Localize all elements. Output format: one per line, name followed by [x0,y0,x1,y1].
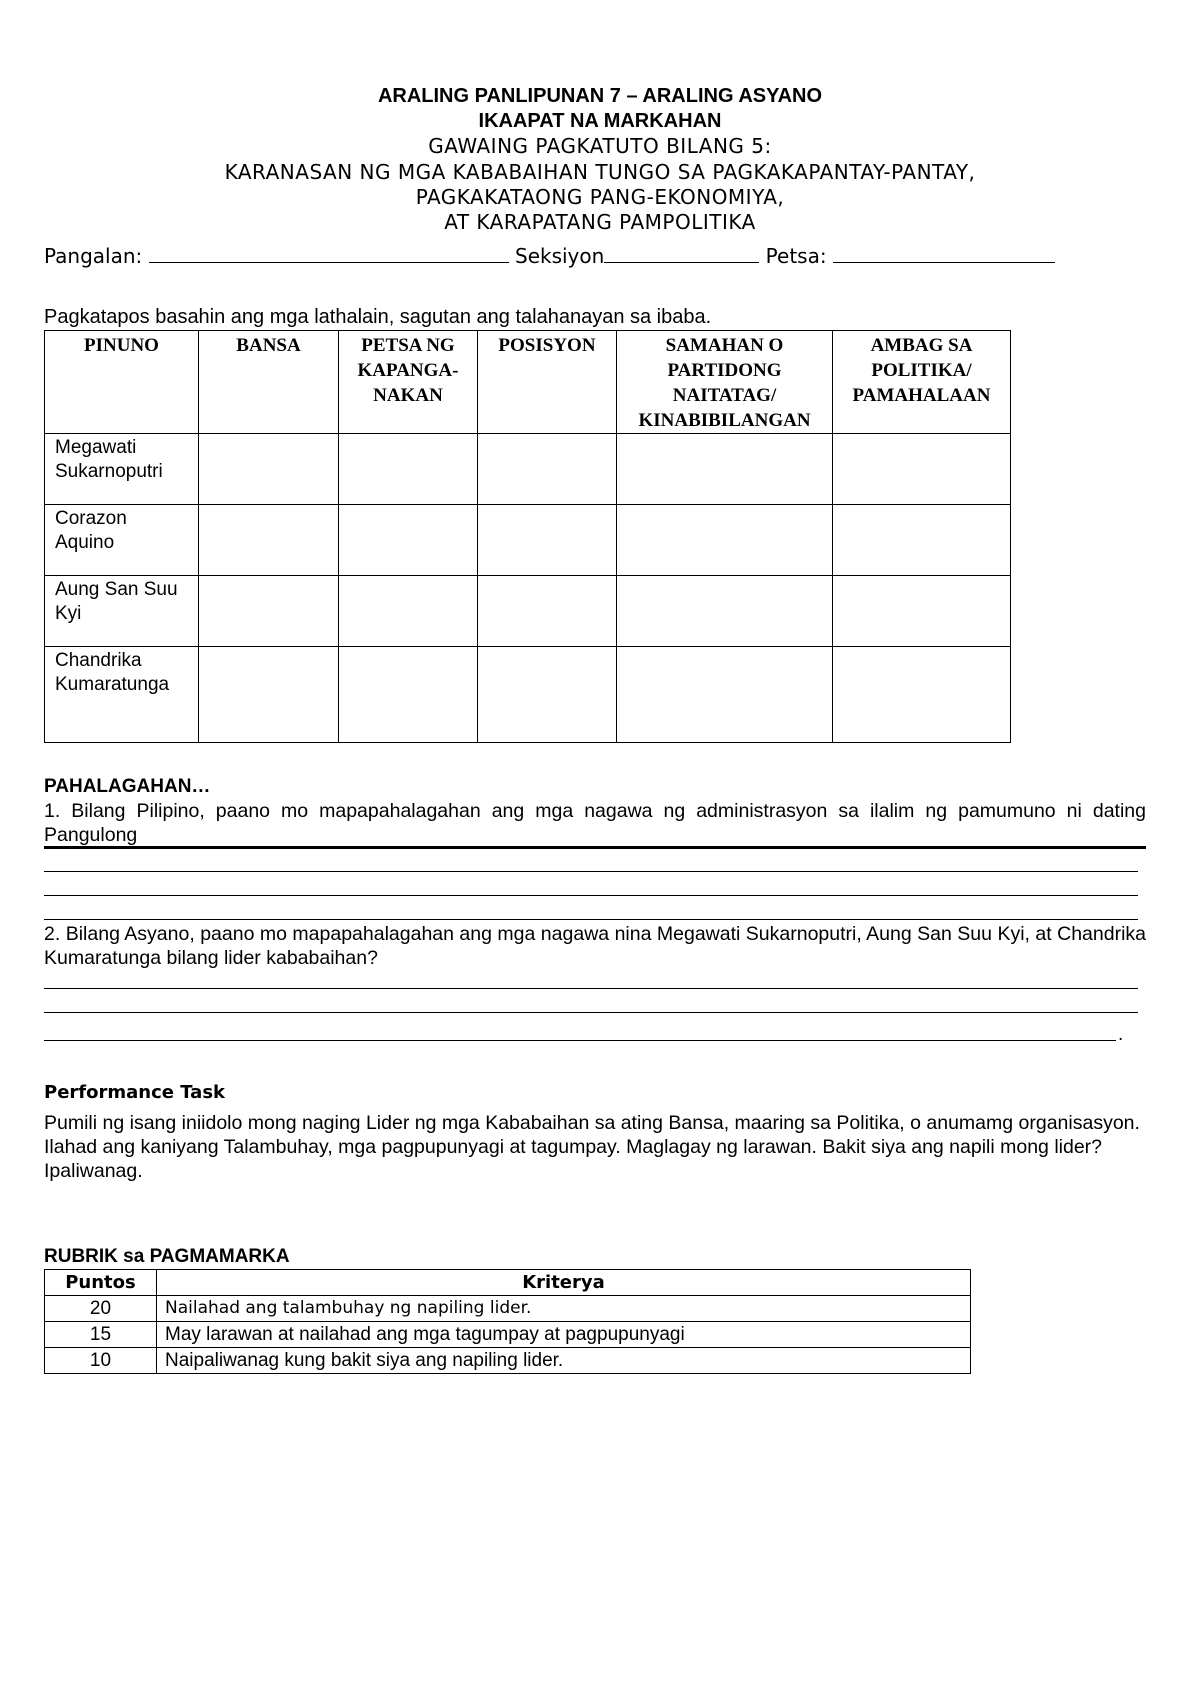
worksheet-quarter: IKAAPAT NA MARKAHAN [478,110,722,132]
leader-name-cell: Aung San Suu Kyi [45,576,199,647]
header-samahan: SAMAHAN O PARTIDONG NAITATAG/ KINABIBILANGAN [617,331,833,434]
section-field[interactable] [604,244,759,263]
answer-line[interactable] [44,1040,1116,1041]
answer-cell[interactable] [478,505,617,576]
leader-name-cell: Megawati Sukarnoputri [45,434,199,505]
table-row [45,576,1011,647]
answer-cell[interactable] [478,434,617,505]
answer-cell[interactable] [478,647,617,743]
header-posisyon: POSISYON [478,331,617,434]
table-row [45,1348,971,1374]
rubric-title: RUBRIK sa PAGMAMARKA [44,1246,290,1267]
answer-line[interactable] [44,895,1138,896]
table-instruction: Pagkatapos basahin ang mga lathalain, sagutan ang talahanayan sa ibaba. [44,306,712,328]
worksheet-topic-line-3: AT KARAPATANG PAMPOLITIKA [444,210,756,234]
rubric-points: 10 [45,1348,157,1374]
worksheet-activity-number: GAWAING PAGKATUTO BILANG 5: [428,134,772,158]
answer-cell[interactable] [833,647,1011,743]
table-row [45,1296,971,1322]
table-row [45,1322,971,1348]
date-label: Petsa: [765,244,827,268]
answer-line[interactable] [44,846,1146,849]
answer-cell[interactable] [339,647,478,743]
rubric-header-points: Puntos [45,1270,157,1296]
leader-name-cell: Chandrika Kumaratunga [45,647,199,743]
answer-line[interactable] [44,919,1138,920]
rubric-table [44,1269,971,1374]
answer-cell[interactable] [617,647,833,743]
table-row [45,505,1011,576]
answer-line[interactable] [44,988,1138,989]
leader-name-cell: Corazon Aquino [45,505,199,576]
answer-cell[interactable] [199,647,339,743]
header-pinuno: PINUNO [45,331,199,434]
answer-cell[interactable] [833,576,1011,647]
answer-cell[interactable] [617,576,833,647]
answer-cell[interactable] [833,434,1011,505]
question-1: 1. Bilang Pilipino, paano mo mapapahalagahan ang mga nagawa ng administrasyon sa ilalim ng pamumuno ni dating Pangulong [44,800,1146,846]
answer-cell[interactable] [833,505,1011,576]
answer-cell[interactable] [617,434,833,505]
date-field[interactable] [833,244,1055,263]
header-ambag: AMBAG SA POLITIKA/ PAMAHALAAN [833,331,1011,434]
section-label: Seksiyon [515,244,605,268]
table-row [45,434,1011,505]
worksheet-subject-title: ARALING PANLIPUNAN 7 – ARALING ASYANO [377,85,823,107]
pahalagahan-title: PAHALAGAHAN… [44,776,211,797]
rubric-points: 15 [45,1322,157,1348]
answer-cell[interactable] [199,576,339,647]
performance-task-text: Pumili ng isang iniidolo mong naging Lider ng mga Kababaihan sa ating Bansa, maaring sa Politika, o anumamg organisasyon. Ilahad ang kaniyang Talambuhay, mga pagpupunyagi at tagumpay. Maglagay ng larawan. Bakit siya ang napili mong lider? Ipaliwanag. [44,1112,1140,1182]
rubric-header-row [45,1270,971,1296]
answer-cell[interactable] [339,505,478,576]
answer-end-period: . [1118,1024,1124,1045]
table-row [45,647,1011,743]
answer-cell[interactable] [617,505,833,576]
answer-cell[interactable] [339,576,478,647]
student-info-fields [44,244,1055,268]
performance-task-title: Performance Task [44,1082,226,1103]
name-label: Pangalan: [44,244,143,268]
leaders-table [44,330,1011,743]
question-2: 2. Bilang Asyano, paano mo mapapahalagahan ang mga nagawa nina Megawati Sukarnoputri, Aung San Suu Kyi, at Chandrika Kumaratunga bilang lider kababaihan? [44,923,1146,969]
answer-line[interactable] [44,1012,1138,1013]
name-field[interactable] [149,244,509,263]
answer-line[interactable] [44,871,1138,872]
header-bansa: BANSA [199,331,339,434]
rubric-criteria: May larawan at nailahad ang mga tagumpay at pagpupunyagi [157,1322,971,1348]
answer-cell[interactable] [199,505,339,576]
rubric-criteria: Naipaliwanag kung bakit siya ang napiling lider. [157,1348,971,1374]
worksheet-topic-line-2: PAGKAKATAONG PANG-EKONOMIYA, [415,185,785,209]
rubric-header-criteria: Kriterya [157,1270,971,1296]
answer-cell[interactable] [478,576,617,647]
answer-cell[interactable] [199,434,339,505]
rubric-criteria: Nailahad ang talambuhay ng napiling lider. [157,1296,971,1322]
header-petsa-ng-kapanganakan: PETSA NG KAPANGA- NAKAN [339,331,478,434]
answer-cell[interactable] [339,434,478,505]
worksheet-topic-line-1: KARANASAN NG MGA KABABAIHAN TUNGO SA PAGKAKAPANTAY-PANTAY, [224,160,976,184]
rubric-points: 20 [45,1296,157,1322]
table-header-row [45,331,1011,434]
